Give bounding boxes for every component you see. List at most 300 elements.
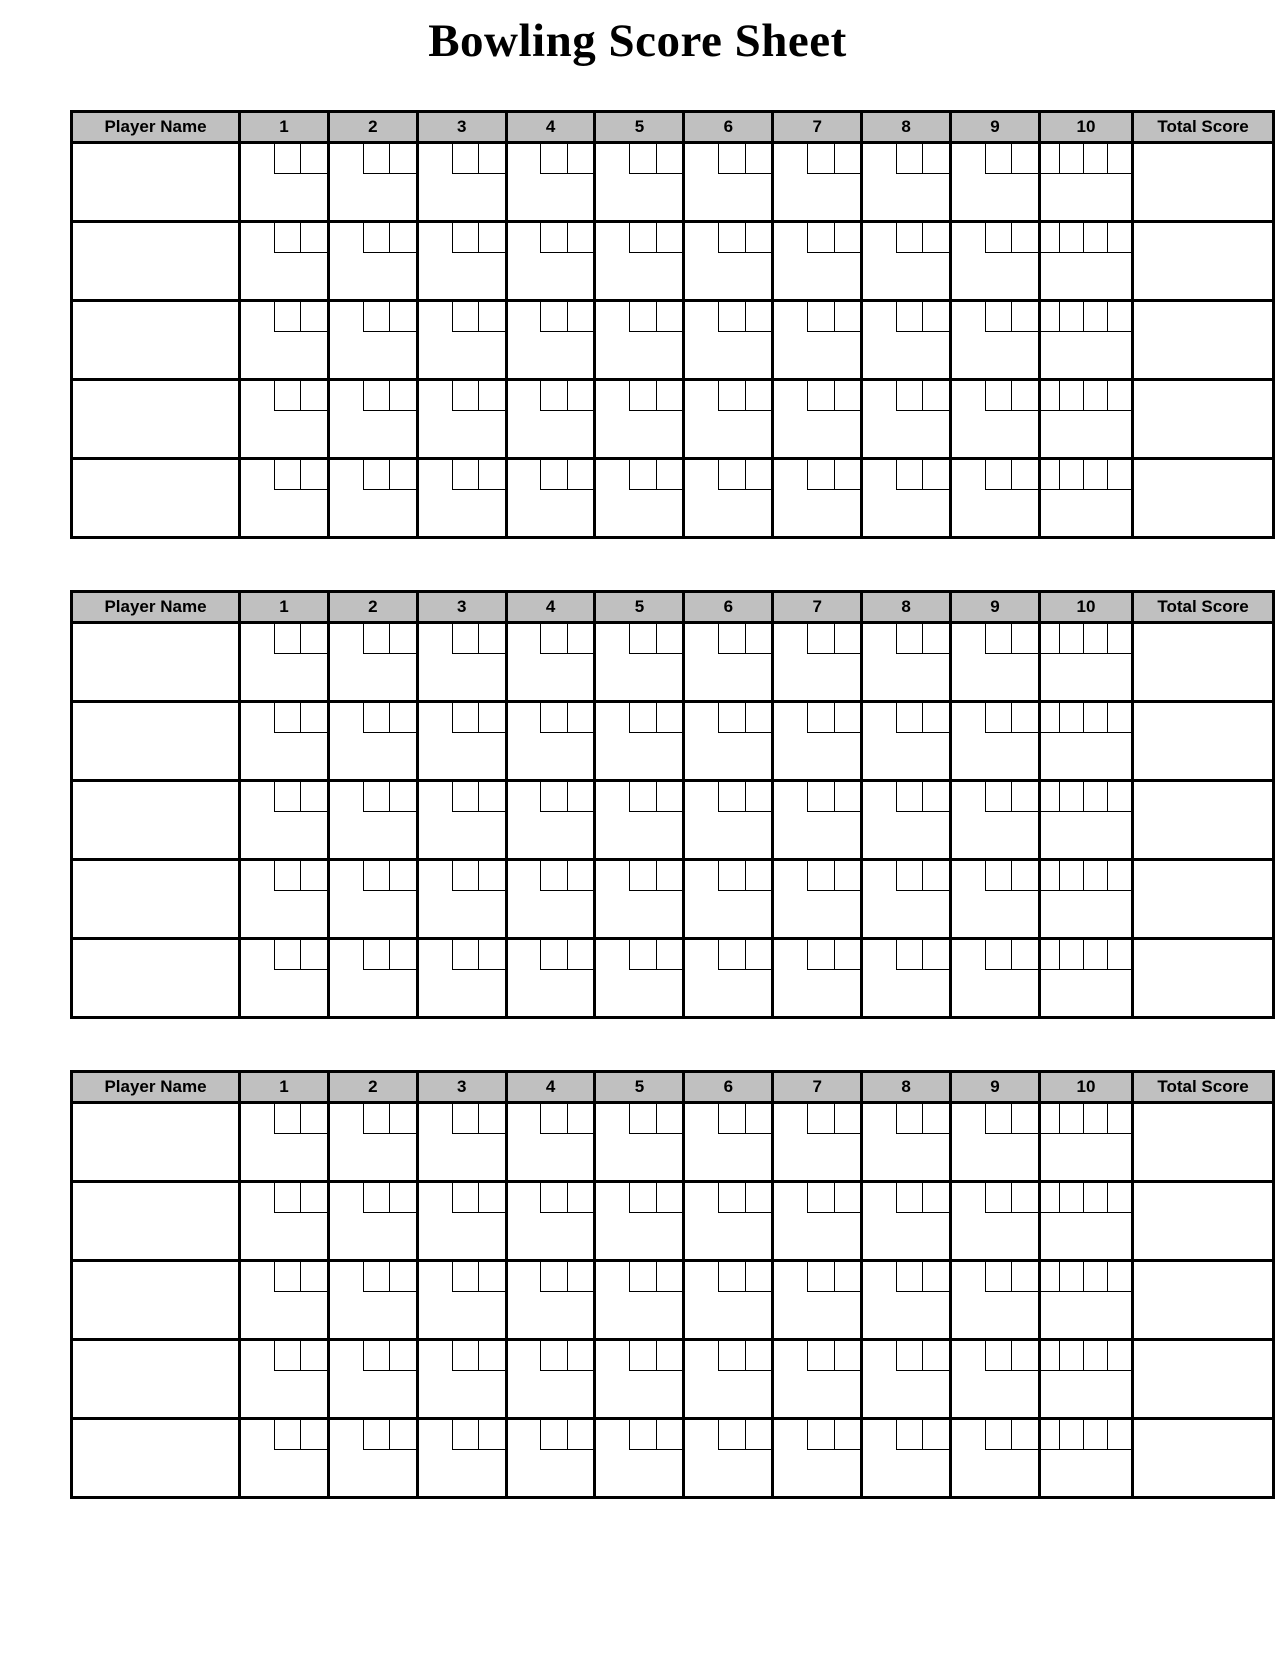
throw-box-1[interactable] [985,302,1012,331]
throw-box-1[interactable] [363,624,390,653]
throw-box-1[interactable] [452,460,479,489]
throw-box-1[interactable] [1059,144,1083,173]
frame-4-cell[interactable] [506,1418,595,1497]
throw-box-2[interactable] [656,940,683,969]
frame-8-cell[interactable] [862,300,951,379]
throw-box-2[interactable] [478,1104,505,1133]
total-score-cell[interactable] [1133,379,1274,458]
frame-3-cell[interactable] [417,221,506,300]
frame-6-cell[interactable] [684,221,773,300]
total-score-cell[interactable] [1133,1260,1274,1339]
throw-box-2[interactable] [745,1341,772,1370]
throw-box-2[interactable] [1083,1341,1107,1370]
player-name-cell[interactable] [72,938,240,1017]
throw-box-2[interactable] [389,460,416,489]
throw-box-2[interactable] [922,1183,949,1212]
throw-box-1[interactable] [274,223,301,252]
frame-7-cell[interactable] [773,1339,862,1418]
throw-box-2[interactable] [478,460,505,489]
throw-box-2[interactable] [922,1104,949,1133]
throw-box-2[interactable] [745,861,772,890]
throw-box-2[interactable] [567,703,594,732]
throw-box-2[interactable] [567,1183,594,1212]
throw-box-2[interactable] [389,1262,416,1291]
throw-box-1[interactable] [363,1262,390,1291]
throw-box-1[interactable] [274,302,301,331]
throw-box-2[interactable] [300,1262,327,1291]
throw-box-2[interactable] [389,1183,416,1212]
total-score-cell[interactable] [1133,938,1274,1017]
throw-box-1[interactable] [452,703,479,732]
throw-box-2[interactable] [745,703,772,732]
throw-box-2[interactable] [567,782,594,811]
throw-box-1[interactable] [363,1104,390,1133]
frame-3-cell[interactable] [417,1339,506,1418]
throw-box-2[interactable] [745,302,772,331]
throw-box-2[interactable] [389,1341,416,1370]
throw-box-2[interactable] [1083,1183,1107,1212]
throw-box-2[interactable] [656,381,683,410]
throw-box-1[interactable] [540,144,567,173]
frame-8-cell[interactable] [862,379,951,458]
frame-6-cell[interactable] [684,701,773,780]
throw-box-1[interactable] [629,1104,656,1133]
throw-box-1[interactable] [1059,1262,1083,1291]
frame-8-cell[interactable] [862,1102,951,1181]
throw-box-3[interactable] [1107,782,1131,811]
throw-box-1[interactable] [807,1420,834,1449]
throw-box-1[interactable] [452,624,479,653]
throw-box-2[interactable] [745,1262,772,1291]
frame-10-cell[interactable] [1039,300,1132,379]
frame-4-cell[interactable] [506,1181,595,1260]
throw-box-2[interactable] [656,782,683,811]
throw-box-1[interactable] [985,1420,1012,1449]
throw-box-2[interactable] [834,782,861,811]
throw-box-1[interactable] [985,223,1012,252]
throw-box-1[interactable] [274,940,301,969]
throw-box-1[interactable] [1059,381,1083,410]
throw-box-1[interactable] [985,381,1012,410]
throw-box-3[interactable] [1107,624,1131,653]
frame-9-cell[interactable] [950,859,1039,938]
frame-3-cell[interactable] [417,701,506,780]
throw-box-3[interactable] [1107,460,1131,489]
throw-box-1[interactable] [1059,460,1083,489]
throw-box-2[interactable] [567,144,594,173]
frame-5-cell[interactable] [595,1339,684,1418]
frame-8-cell[interactable] [862,622,951,701]
throw-box-1[interactable] [1059,302,1083,331]
throw-box-1[interactable] [363,1420,390,1449]
player-name-cell[interactable] [72,859,240,938]
throw-box-2[interactable] [300,782,327,811]
throw-box-1[interactable] [896,144,923,173]
throw-box-1[interactable] [540,1104,567,1133]
throw-box-2[interactable] [834,703,861,732]
throw-box-2[interactable] [922,782,949,811]
throw-box-2[interactable] [834,1420,861,1449]
throw-box-2[interactable] [478,1341,505,1370]
throw-box-2[interactable] [834,302,861,331]
throw-box-2[interactable] [478,144,505,173]
throw-box-2[interactable] [1083,381,1107,410]
throw-box-2[interactable] [1083,460,1107,489]
throw-box-1[interactable] [540,381,567,410]
throw-box-1[interactable] [363,782,390,811]
throw-box-1[interactable] [718,1420,745,1449]
frame-8-cell[interactable] [862,1339,951,1418]
frame-7-cell[interactable] [773,701,862,780]
throw-box-1[interactable] [540,782,567,811]
player-name-cell[interactable] [72,300,240,379]
throw-box-1[interactable] [629,223,656,252]
frame-8-cell[interactable] [862,1418,951,1497]
frame-6-cell[interactable] [684,1181,773,1260]
frame-5-cell[interactable] [595,1181,684,1260]
throw-box-1[interactable] [452,302,479,331]
frame-1-cell[interactable] [239,780,328,859]
throw-box-1[interactable] [540,1341,567,1370]
frame-10-cell[interactable] [1039,1418,1132,1497]
throw-box-1[interactable] [807,624,834,653]
frame-1-cell[interactable] [239,458,328,537]
throw-box-1[interactable] [985,624,1012,653]
throw-box-1[interactable] [629,1341,656,1370]
frame-3-cell[interactable] [417,780,506,859]
throw-box-2[interactable] [300,624,327,653]
throw-box-1[interactable] [807,782,834,811]
frame-9-cell[interactable] [950,1260,1039,1339]
throw-box-1[interactable] [274,624,301,653]
throw-box-1[interactable] [896,861,923,890]
frame-5-cell[interactable] [595,938,684,1017]
throw-box-1[interactable] [363,223,390,252]
frame-5-cell[interactable] [595,458,684,537]
throw-box-1[interactable] [452,1420,479,1449]
throw-box-1[interactable] [718,381,745,410]
throw-box-2[interactable] [656,1183,683,1212]
throw-box-1[interactable] [274,460,301,489]
throw-box-1[interactable] [363,703,390,732]
throw-box-2[interactable] [656,223,683,252]
throw-box-2[interactable] [300,861,327,890]
frame-2-cell[interactable] [328,142,417,221]
throw-box-2[interactable] [1011,223,1038,252]
throw-box-2[interactable] [300,1341,327,1370]
throw-box-2[interactable] [1083,782,1107,811]
throw-box-1[interactable] [274,1341,301,1370]
throw-box-1[interactable] [363,144,390,173]
frame-8-cell[interactable] [862,780,951,859]
throw-box-2[interactable] [922,1262,949,1291]
throw-box-1[interactable] [540,223,567,252]
throw-box-1[interactable] [807,460,834,489]
throw-box-2[interactable] [567,1262,594,1291]
throw-box-1[interactable] [807,1183,834,1212]
throw-box-2[interactable] [1083,703,1107,732]
throw-box-2[interactable] [567,1104,594,1133]
throw-box-2[interactable] [1083,624,1107,653]
throw-box-1[interactable] [718,460,745,489]
frame-7-cell[interactable] [773,859,862,938]
throw-box-2[interactable] [656,1104,683,1133]
throw-box-2[interactable] [389,703,416,732]
throw-box-1[interactable] [718,1183,745,1212]
throw-box-1[interactable] [807,1262,834,1291]
frame-10-cell[interactable] [1039,142,1132,221]
throw-box-2[interactable] [1083,1262,1107,1291]
throw-box-2[interactable] [1011,1262,1038,1291]
frame-2-cell[interactable] [328,1339,417,1418]
throw-box-1[interactable] [629,302,656,331]
frame-8-cell[interactable] [862,701,951,780]
throw-box-2[interactable] [1083,1420,1107,1449]
frame-10-cell[interactable] [1039,1102,1132,1181]
frame-3-cell[interactable] [417,142,506,221]
frame-2-cell[interactable] [328,458,417,537]
throw-box-1[interactable] [985,1183,1012,1212]
frame-9-cell[interactable] [950,1339,1039,1418]
throw-box-2[interactable] [478,624,505,653]
frame-4-cell[interactable] [506,1102,595,1181]
throw-box-1[interactable] [540,624,567,653]
frame-10-cell[interactable] [1039,859,1132,938]
throw-box-2[interactable] [389,381,416,410]
throw-box-2[interactable] [922,223,949,252]
throw-box-1[interactable] [807,302,834,331]
throw-box-2[interactable] [300,460,327,489]
throw-box-1[interactable] [718,144,745,173]
player-name-cell[interactable] [72,1102,240,1181]
throw-box-2[interactable] [834,940,861,969]
throw-box-1[interactable] [274,861,301,890]
throw-box-2[interactable] [1083,940,1107,969]
throw-box-2[interactable] [1011,703,1038,732]
throw-box-1[interactable] [807,861,834,890]
throw-box-1[interactable] [985,144,1012,173]
frame-5-cell[interactable] [595,701,684,780]
frame-8-cell[interactable] [862,221,951,300]
throw-box-2[interactable] [922,460,949,489]
throw-box-1[interactable] [718,940,745,969]
throw-box-1[interactable] [807,703,834,732]
throw-box-2[interactable] [745,460,772,489]
throw-box-1[interactable] [896,703,923,732]
throw-box-1[interactable] [718,624,745,653]
frame-2-cell[interactable] [328,701,417,780]
throw-box-1[interactable] [896,624,923,653]
throw-box-1[interactable] [274,1183,301,1212]
frame-8-cell[interactable] [862,458,951,537]
throw-box-3[interactable] [1107,703,1131,732]
throw-box-1[interactable] [363,1183,390,1212]
throw-box-1[interactable] [807,1341,834,1370]
throw-box-2[interactable] [389,861,416,890]
throw-box-2[interactable] [834,381,861,410]
throw-box-1[interactable] [1059,223,1083,252]
frame-2-cell[interactable] [328,780,417,859]
throw-box-1[interactable] [452,1341,479,1370]
frame-10-cell[interactable] [1039,780,1132,859]
throw-box-2[interactable] [300,381,327,410]
throw-box-2[interactable] [389,144,416,173]
throw-box-1[interactable] [1059,1104,1083,1133]
player-name-cell[interactable] [72,379,240,458]
throw-box-2[interactable] [745,782,772,811]
throw-box-1[interactable] [807,1104,834,1133]
throw-box-1[interactable] [896,1420,923,1449]
frame-3-cell[interactable] [417,859,506,938]
throw-box-1[interactable] [718,861,745,890]
throw-box-1[interactable] [985,782,1012,811]
throw-box-2[interactable] [656,144,683,173]
throw-box-1[interactable] [274,381,301,410]
frame-3-cell[interactable] [417,458,506,537]
throw-box-1[interactable] [629,940,656,969]
throw-box-1[interactable] [1059,782,1083,811]
frame-4-cell[interactable] [506,379,595,458]
frame-7-cell[interactable] [773,1418,862,1497]
throw-box-1[interactable] [274,782,301,811]
throw-box-1[interactable] [718,703,745,732]
player-name-cell[interactable] [72,780,240,859]
throw-box-2[interactable] [1083,1104,1107,1133]
throw-box-1[interactable] [274,144,301,173]
throw-box-2[interactable] [745,381,772,410]
frame-9-cell[interactable] [950,701,1039,780]
total-score-cell[interactable] [1133,300,1274,379]
throw-box-2[interactable] [1011,302,1038,331]
frame-1-cell[interactable] [239,1181,328,1260]
throw-box-2[interactable] [478,302,505,331]
throw-box-2[interactable] [567,1420,594,1449]
throw-box-2[interactable] [745,1420,772,1449]
throw-box-2[interactable] [834,223,861,252]
frame-3-cell[interactable] [417,1102,506,1181]
throw-box-2[interactable] [389,302,416,331]
throw-box-1[interactable] [985,1341,1012,1370]
throw-box-1[interactable] [540,1262,567,1291]
frame-1-cell[interactable] [239,300,328,379]
frame-7-cell[interactable] [773,1181,862,1260]
throw-box-1[interactable] [896,302,923,331]
throw-box-1[interactable] [896,1183,923,1212]
throw-box-2[interactable] [300,302,327,331]
throw-box-2[interactable] [656,703,683,732]
throw-box-2[interactable] [922,1341,949,1370]
throw-box-1[interactable] [629,1262,656,1291]
throw-box-1[interactable] [1059,1341,1083,1370]
throw-box-2[interactable] [922,144,949,173]
frame-6-cell[interactable] [684,1102,773,1181]
throw-box-1[interactable] [985,940,1012,969]
frame-6-cell[interactable] [684,379,773,458]
throw-box-1[interactable] [452,144,479,173]
throw-box-1[interactable] [1059,624,1083,653]
total-score-cell[interactable] [1133,780,1274,859]
throw-box-2[interactable] [478,1183,505,1212]
frame-5-cell[interactable] [595,142,684,221]
throw-box-3[interactable] [1107,381,1131,410]
frame-2-cell[interactable] [328,221,417,300]
throw-box-2[interactable] [922,302,949,331]
total-score-cell[interactable] [1133,458,1274,537]
throw-box-2[interactable] [478,1262,505,1291]
throw-box-1[interactable] [985,861,1012,890]
throw-box-3[interactable] [1107,1341,1131,1370]
frame-5-cell[interactable] [595,1260,684,1339]
throw-box-2[interactable] [567,223,594,252]
throw-box-2[interactable] [300,1420,327,1449]
throw-box-1[interactable] [540,861,567,890]
throw-box-2[interactable] [922,940,949,969]
throw-box-1[interactable] [896,1262,923,1291]
throw-box-3[interactable] [1107,1262,1131,1291]
frame-3-cell[interactable] [417,1260,506,1339]
throw-box-2[interactable] [478,1420,505,1449]
frame-6-cell[interactable] [684,1339,773,1418]
frame-10-cell[interactable] [1039,1260,1132,1339]
throw-box-2[interactable] [389,782,416,811]
throw-box-2[interactable] [834,1104,861,1133]
frame-10-cell[interactable] [1039,938,1132,1017]
total-score-cell[interactable] [1133,859,1274,938]
frame-6-cell[interactable] [684,938,773,1017]
throw-box-1[interactable] [540,1420,567,1449]
frame-1-cell[interactable] [239,1339,328,1418]
frame-6-cell[interactable] [684,859,773,938]
throw-box-1[interactable] [896,381,923,410]
throw-box-1[interactable] [1059,1420,1083,1449]
frame-5-cell[interactable] [595,379,684,458]
throw-box-2[interactable] [922,381,949,410]
frame-8-cell[interactable] [862,938,951,1017]
throw-box-2[interactable] [745,940,772,969]
frame-10-cell[interactable] [1039,1181,1132,1260]
total-score-cell[interactable] [1133,701,1274,780]
player-name-cell[interactable] [72,221,240,300]
throw-box-3[interactable] [1107,940,1131,969]
throw-box-1[interactable] [807,940,834,969]
throw-box-1[interactable] [896,1341,923,1370]
frame-1-cell[interactable] [239,701,328,780]
throw-box-2[interactable] [389,1420,416,1449]
player-name-cell[interactable] [72,1418,240,1497]
throw-box-2[interactable] [478,223,505,252]
throw-box-1[interactable] [1059,703,1083,732]
total-score-cell[interactable] [1133,1102,1274,1181]
frame-2-cell[interactable] [328,622,417,701]
frame-1-cell[interactable] [239,221,328,300]
throw-box-1[interactable] [896,1104,923,1133]
frame-5-cell[interactable] [595,300,684,379]
throw-box-2[interactable] [656,1341,683,1370]
throw-box-1[interactable] [896,223,923,252]
throw-box-2[interactable] [922,861,949,890]
throw-box-2[interactable] [834,861,861,890]
throw-box-1[interactable] [629,1183,656,1212]
throw-box-3[interactable] [1107,861,1131,890]
throw-box-2[interactable] [478,381,505,410]
throw-box-2[interactable] [478,861,505,890]
throw-box-2[interactable] [1011,1183,1038,1212]
throw-box-1[interactable] [1059,940,1083,969]
total-score-cell[interactable] [1133,221,1274,300]
throw-box-2[interactable] [656,302,683,331]
throw-box-2[interactable] [922,624,949,653]
throw-box-3[interactable] [1107,1183,1131,1212]
